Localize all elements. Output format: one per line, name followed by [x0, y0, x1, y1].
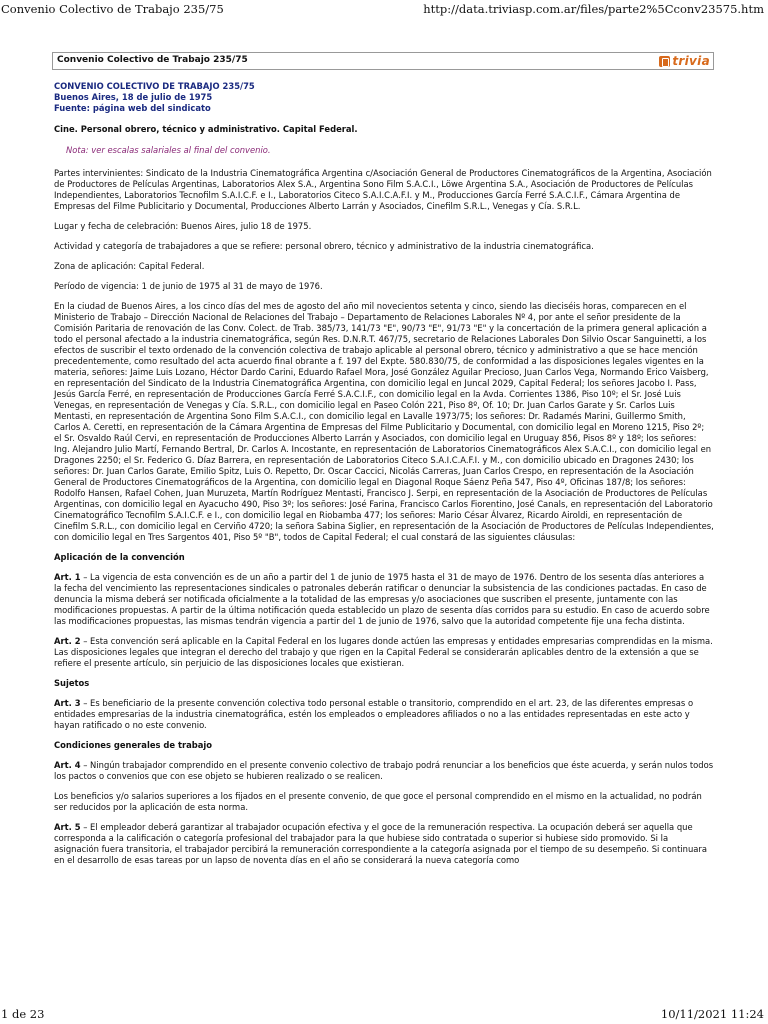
article-1 [54, 572, 714, 627]
article-1-label: Art. 1 [54, 572, 81, 582]
title-bar [52, 52, 714, 70]
paragraph-parties: Partes intervinientes: Sindicato de la Industria Cinematográfica Argentina c/Asociación General de Productores Cinematográficos de la Argentina, Asociación de Productores de Películas Argentinas, Laboratorios Alex S.A., Argentina Sono Film S.A.C.I., Löwe Argentina S.A., Asociación de Productores de Películas Independientes, Laboratorios Tecnofilm S.A.I.C.F. e I., Laboratorios Citeco S.A.I.C.A.F.I. y M., Producciones García Ferré S.A.C.I.F., Cámara Argentina de Empresas del Filme Publicitario y Documental, Producciones Alberto Larrán y Asociados, Cinefilm S.R.L., Venegas y Cía. S.R.L. [54, 168, 712, 211]
trivia-logo-text: trivia [672, 53, 710, 68]
article-3 [54, 698, 714, 731]
paragraph-place-date: Lugar y fecha de celebración: Buenos Aires, julio 18 de 1975. [54, 221, 312, 231]
paragraph-preamble: En la ciudad de Buenos Aires, a los cinco días del mes de agosto del año mil novecientos setenta y cinco, siendo las dieciséis horas, comparecen en el Ministerio de Trabajo – Dirección Nacional de Relaciones del Trabajo – Departamento de Relaciones Laborales Nº 4, por ante el señor presidente de la Comisión Paritaria de renovación de las Conv. Colect. de Trab. 385/73, 141/73 "E", 90/73 "E", 91/73 "E" y la concertación de la primera general aplicación a todo el personal afectado a la industria cinematográfica, según Res. D.N.R.T. 467/75, secretario de Relaciones Laborales Don Silvio Oscar Sanguinetti, a los efectos de suscribir el texto ordenado de la convención colectiva de trabajo aplicable al personal obrero, técnico y administrativo a que se hace mención precedentemente, como resultado del acta acuerdo final obrante a f. 197 del Expte. 580.830/75, de conformidad a las disposiciones legales vigentes en la materia, señores: Jaime Luis Lozano, Héctor Dardo Carini, Eduardo Rafael Mora, José González Aguilar Precioso, Juan Carlos Vega, Normando Erico Vaisberg, en representación del Sindicato de la Industria Cinematográfica Argentina, con domicilio legal en Juncal 2029, Capital Federal; los señores Jacobo I. Pass, Jesús García Ferré, en representación de Producciones García Ferré S.A.C.I.F., con domicilio legal en la Avda. Corrientes 1386, Piso 10º; el Sr. José Luis Venegas, en representación de Venegas y Cía. S.R.L., con domicilio legal en Paseo Colón 221, Piso 8º, Of. 10; Dr. Juan Carlos Garate y Sr. Carlos Luis Mentasti, en representación de Argentina Sono Film S.A.C.I., con domicilio legal en Lavalle 1973/75; los señores: Dr. Radamés Marini, Guillermo Smith, Carlos A. Ceretti, en representación de la Cámara Argentina de Empresas del Filme Publicitario y Documental, con domicilio legal en Moreno 1215, Piso 2º; el Sr. Osvaldo Raúl Cervi, en representación de Producciones Alberto Larrán y Asociados, con domicilio legal en Uruguay 856, Pisos 8º y 18º; los señores: Ing. Alejandro Julio Martí, Fernando Bertral, Dr. Carlos A. Incostante, en representación de Laboratorios Cinematográficos Alex S.A.C.I., con domicilio legal en Dragones 2250; el Sr. Federico G. Díaz Barrera, en representación de Laboratorios Citeco S.A.I.C.A.F.I. y M., con domicilio ubicado en Dragones 2430; los señores: Dr. Juan Carlos Garate, Emilio Spitz, Luis O. Repetto, Dr. Oscar Caccici, Nicolás Carreras, Juan Carlos Crespo, en representación de la Asociación General de Productores Cinematográficos de la Argentina, con domicilio legal en Diagonal Roque Sáenz Peña 547, Piso 4º, Oficinas 187/8; los señores: Rodolfo Hansen, Rafael Cohen, Juan Muruzeta, Martín Rodríguez Mentasti, Francisco J. Serpi, en representación de la Asociación de Productores de Películas Argentinas, con domicilio legal en Ayacucho 490, Piso 3º; los señores: José Farina, Francisco Carlos Fiorentino, José Canals, en representación del Laboratorio Cinematográfico Tecnofilm S.A.I.C.F. e I., con domicilio legal en Riobamba 477; los señores: Mario César Álvarez, Ricardo Airoldi, en representación de Cinefilm S.R.L., con domicilio legal en Cerviño 4720; la señora Sabina Siglier, en representación de la Asociación de Productores de Películas Independientes, con domicilio legal en Tres Sargentos 401, Piso 5º "B", todos de Capital Federal; el cual constará de las siguientes cláusulas: [54, 301, 714, 542]
document-heading [54, 81, 714, 114]
trivia-logo-icon [659, 56, 670, 67]
salary-note: Nota: ver escalas salariales al final del convenio. [66, 145, 271, 155]
article-5-label: Art. 5 [54, 822, 81, 832]
heading-line-2: Buenos Aires, 18 de julio de 1975 [54, 92, 213, 102]
paragraph-activity: Actividad y categoría de trabajadores a que se refiere: personal obrero, técnico y administrativo de la industria cinematográfica. [54, 241, 594, 251]
section-aplicacion: Aplicación de la convención [54, 552, 185, 562]
article-4-extra: Los beneficios y/o salarios superiores a los fijados en el presente convenio, de que goce el personal comprendido en el mismo en la actualidad, no podrán ser reducidos por la aplicación de esta norma. [54, 791, 702, 812]
trivia-logo[interactable] [659, 55, 710, 67]
article-5-text: – El empleador deberá garantizar al trabajador ocupación efectiva y el goce de la remuneración respectiva. La ocupación deberá ser aquella que corresponda a la calificación o categoría profesional del trabajador para la que hubiese sido contratada o superior si hubiese sido promovido. Si la asignación fuera transitoria, el trabajador percibirá la remuneración correspondiente a la categoría asignada por el tiempo de su desempeño. Si continuara en el desarrollo de esas tareas por un lapso de noventa días en el año se considerará la nueva categoría como [54, 822, 707, 865]
article-3-label: Art. 3 [54, 698, 81, 708]
footer-datetime: 10/11/2021 11:24 [660, 1007, 764, 1021]
article-4 [54, 760, 714, 782]
article-5 [54, 822, 714, 866]
header-title: Convenio Colectivo de Trabajo 235/75 [1, 2, 224, 16]
section-condiciones: Condiciones generales de trabajo [54, 740, 213, 750]
heading-line-3: Fuente: página web del sindicato [54, 103, 211, 113]
document-title: Convenio Colectivo de Trabajo 235/75 [57, 55, 248, 65]
paragraph-zone: Zona de aplicación: Capital Federal. [54, 261, 205, 271]
article-2-label: Art. 2 [54, 636, 81, 646]
article-3-text: – Es beneficiario de la presente convención colectiva todo personal estable o transitorio, comprendido en el art. 23, de las diferentes empresas o entidades empresarias de la industria cinematográfica, estén los empleados o empleadores afiliados o no a las entidades representadas en este acto y hayan ratificado o no este convenio. [54, 698, 694, 730]
header-url[interactable]: http://data.triviasp.com.ar/files/parte2%5Cconv23575.htm [423, 2, 764, 16]
article-1-text: – La vigencia de esta convención es de un año a partir del 1 de junio de 1975 hasta el 31 de mayo de 1976. Dentro de los sesenta días anteriores a la fecha del vencimiento las representaciones sindicales o patronales deberán ratificar o denunciar la subsistencia de las condiciones pactadas. En caso de denuncia la misma deberá ser notificada oficialmente a la totalidad de las empresas y/o asociaciones que suscriben el presente, juntamente con las modificaciones propuestas. A partir de la última notificación queda establecido un plazo de sesenta días corridos para su estudio. En caso de acuerdo sobre las modificaciones propuestas, las mismas tendrán vigencia a partir del 1 de junio de 1976, salvo que la autoridad competente fije una fecha distinta. [54, 572, 710, 626]
subject-line: Cine. Personal obrero, técnico y administrativo. Capital Federal. [54, 124, 358, 134]
footer-page-number: 1 de 23 [1, 1007, 45, 1021]
article-4-text: – Ningún trabajador comprendido en el presente convenio colectivo de trabajo podrá renunciar a los beneficios que éste acuerda, y serán nulos todos los pactos o convenios que con ese objeto se hubieren realizado o se realicen. [54, 760, 714, 781]
paragraph-period: Período de vigencia: 1 de junio de 1975 al 31 de mayo de 1976. [54, 281, 323, 291]
print-footer [1, 1007, 764, 1021]
document-body [52, 52, 714, 875]
heading-line-1: CONVENIO COLECTIVO DE TRABAJO 235/75 [54, 81, 255, 91]
print-header [1, 2, 764, 16]
article-2-text: – Esta convención será aplicable en la Capital Federal en los lugares donde actúen las empresas y entidades empresarias comprendidas en la misma. Las disposiciones legales que integran el derecho del trabajo y que rigen en la Capital Federal se considerarán aplicables dentro de la extensión a que se refiere el presente artículo, sin perjuicio de las disposiciones locales que existieran. [54, 636, 713, 668]
article-2 [54, 636, 714, 669]
article-4-label: Art. 4 [54, 760, 81, 770]
section-sujetos: Sujetos [54, 678, 90, 688]
